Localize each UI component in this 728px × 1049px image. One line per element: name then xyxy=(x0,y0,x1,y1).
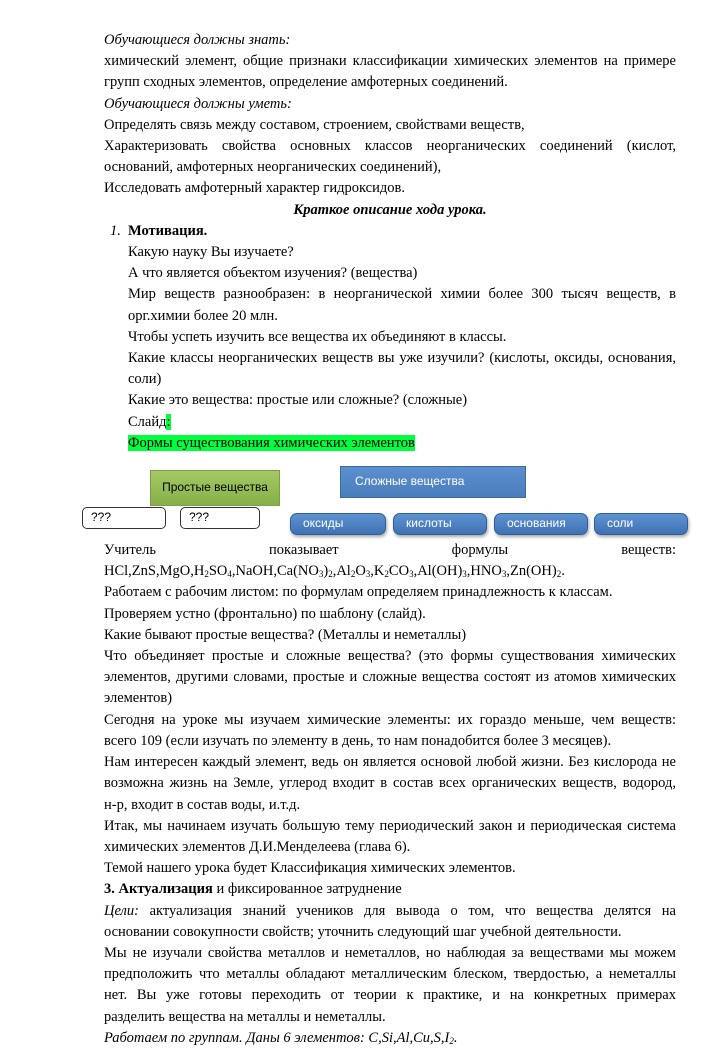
text-line xyxy=(104,433,676,454)
text-line: разделить вещества на металлы и неметаллы. xyxy=(104,1008,386,1025)
goals-label: Цели: xyxy=(104,902,139,919)
text-line: оснований, амфотерных неорганических соединений), xyxy=(104,159,442,176)
bases-box: основания xyxy=(494,513,588,535)
text-line: Исследовать амфотерный характер гидроксидов. xyxy=(104,180,405,197)
formula-line: $HCl,ZnS,MgO,H_2SO_4,NaOH,Ca(NO_3)_2,Al_2O_3,K_2CO_3,Al(OH)_3,HNO_3,Zn(OH)_2$. xyxy=(104,563,565,580)
group-work-line: Работаем по группам. Даны 6 элементов: $C,Si,Al,Cu,S,I_2$. xyxy=(104,1029,458,1046)
text-line xyxy=(104,412,676,433)
text-line: Какую науку Вы изучаете? xyxy=(128,244,294,261)
acids-box: кислоты xyxy=(393,513,487,535)
section-heading-motivation: Мотивация. xyxy=(128,222,208,239)
text-line: Сегодня на уроке мы изучаем химические элементы: их гораздо меньше, чем веществ: xyxy=(104,711,676,728)
text-line: Какие бывают простые вещества? (Металлы и неметаллы) xyxy=(104,626,467,643)
text-line: Какие классы неорганических веществ вы уже изучили? (кислоты, оксиды, основания, xyxy=(128,350,676,367)
highlight-mark: : xyxy=(166,413,171,430)
simple-substances-box: Простые вещества xyxy=(150,470,280,506)
section-heading-actualization: 3. Актуализация xyxy=(104,881,213,898)
lesson-outline-heading: Краткое описание хода урока. xyxy=(293,201,487,218)
text-line: Итак, мы начинаем изучать большую тему периодический закон и периодическая система xyxy=(104,817,676,834)
text-line: А что является объектом изучения? (вещества) xyxy=(128,265,418,282)
unknown-box-2: ??? xyxy=(180,507,260,529)
text-line: орг.химии более 20 млн. xyxy=(128,307,278,324)
text-line: основании совокупности свойств; уточнить следующий шаг учебной деятельности. xyxy=(104,923,622,940)
text-line: элементов) xyxy=(104,690,173,707)
text-line: возможна жизнь на Земле, углерод входит в состав всех органических веществ, водород, xyxy=(104,775,676,792)
unknown-box-1: ??? xyxy=(82,507,166,529)
text-line: Нам интересен каждый элемент, ведь он является основой любой жизни. Без кислорода не xyxy=(104,754,676,771)
text-line: Работаем с рабочим листом: по формулам определяем принадлежность к классам. xyxy=(104,584,613,601)
learn-able-heading: Обучающиеся должны уметь: xyxy=(104,95,292,112)
list-number: 1. xyxy=(110,222,121,239)
text-line: предположить что металлы обладают металлическим блеском, твердостью, а неметаллы xyxy=(104,966,676,983)
text-line: элементов, другими словами, простые и сложные вещества состоят из атомов химических xyxy=(104,669,676,686)
slide-label: Слайд xyxy=(128,413,167,430)
text-line: всего 109 (если изучать по элементу в день, то нам понадобится более 3 месяцев). xyxy=(104,732,612,749)
document-page xyxy=(91,30,676,1049)
text-line: Мир веществ разнообразен: в неорганической химии более 300 тысяч веществ, в xyxy=(128,286,676,303)
text-line: химических элементов Д.И.Менделеева (глава 6). xyxy=(104,838,411,855)
text-line: Темой нашего урока будет Классификация химических элементов. xyxy=(104,860,516,877)
text-line: групп сходных элементов, определение амфотерных соединений. xyxy=(104,74,508,91)
text-line: Цели: актуализация знаний учеников для вывода о том, что вещества делятся на xyxy=(104,902,676,919)
text-line: химический элемент, общие признаки классификации химических элементов на примере xyxy=(104,53,676,70)
text-line: Проверяем устно (фронтально) по шаблону (слайд). xyxy=(104,605,426,622)
text-line: н-р, входит в состав воды, и.т.д. xyxy=(104,796,301,813)
text-line: Какие это вещества: простые или сложные? (сложные) xyxy=(128,392,468,409)
salts-box: соли xyxy=(594,513,688,535)
text-line: соли) xyxy=(128,371,162,388)
text-line: Характеризовать свойства основных классов неорганических соединений (кислот, xyxy=(104,138,676,155)
text-line: 3. Актуализация и фиксированное затруднение xyxy=(104,881,402,898)
text-line: Что объединяет простые и сложные вещества? (это формы существования химических xyxy=(104,648,676,665)
text-line: нет. Вы уже готовы переходить от теории к практике, и на конкретных примерах xyxy=(104,987,676,1004)
text-line: Мы не изучали свойства металлов и неметаллов, но наблюдая за веществами мы можем xyxy=(104,944,676,961)
text-line: Учитель показывает формулы веществ: xyxy=(104,542,676,559)
classification-diagram xyxy=(0,460,728,538)
highlighted-slide-title: Формы существования химических элементов xyxy=(128,434,415,451)
oxides-box: оксиды xyxy=(290,513,386,535)
learn-know-heading: Обучающиеся должны знать: xyxy=(104,32,291,48)
text-line: Определять связь между составом, строением, свойствами веществ, xyxy=(104,116,525,133)
text-line: Чтобы успеть изучить все вещества их объединяют в классы. xyxy=(128,328,507,345)
complex-substances-box: Сложные вещества xyxy=(340,466,526,498)
